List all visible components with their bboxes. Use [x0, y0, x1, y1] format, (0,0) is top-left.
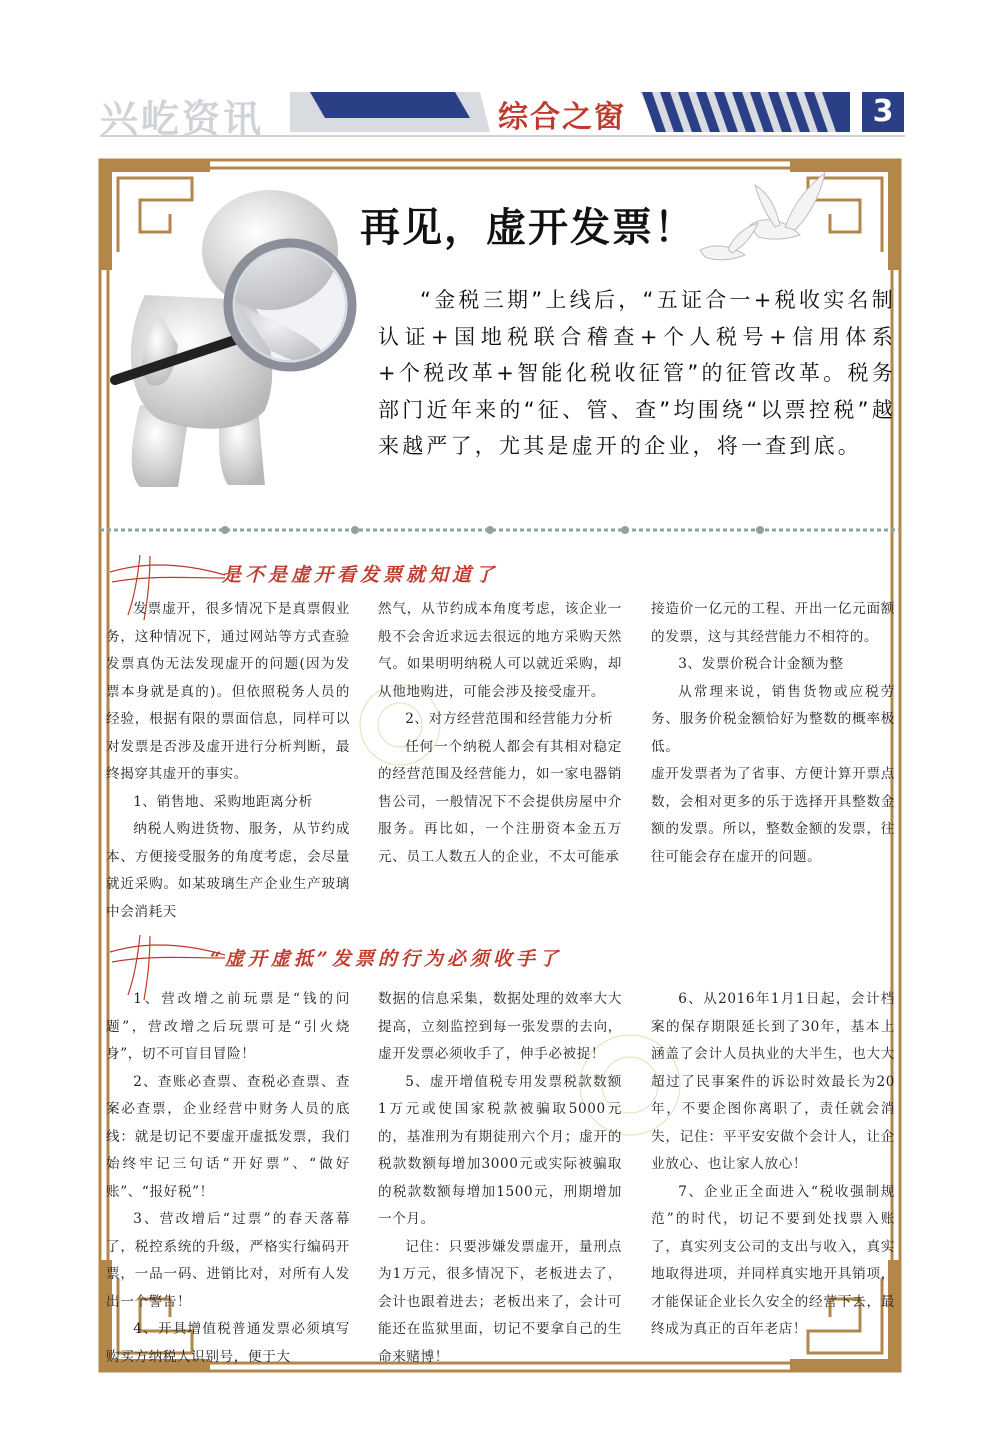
section2-col1	[106, 986, 350, 1371]
section1-col2	[378, 596, 622, 871]
paragraph: 1、营改增之前玩票是“钱的问题”，营改增之后玩票可是“引火烧身”，切不可盲目冒险！	[106, 991, 350, 1062]
section2-col3	[651, 986, 895, 1344]
paragraph: 发票虚开，很多情况下是真票假业务，这种情况下，通过网站等方式查验发票真伪无法发现虚开的问题(因为发票本身就是真的)。但依照税务人员的经验，根据有限的票面信息，同样可以对发票是否涉及虚开进行分析判断，最终揭穿其虚开的事实。	[106, 601, 350, 782]
doves-illustration	[690, 165, 840, 275]
section-title: 综合之窗	[498, 100, 626, 135]
paragraph: 然气，从节约成本角度考虑，该企业一般不会舍近求远去很远的地方采购天然气。如果明明纳税人可以就近采购，却从他地购进，可能会涉及接受虚开。	[378, 601, 622, 700]
article-title: 再见，虚开发票！	[360, 205, 696, 251]
subheading: 2、对方经营范围和经营能力分析	[405, 711, 614, 727]
magnifier-figure-illustration	[100, 185, 380, 505]
paragraph: 4、开具增值税普通发票必须填写购买方纳税人识别号，便于大	[106, 1321, 350, 1365]
paragraph: 6、从2016年1月1日起，会计档案的保存期限延长到了30年，基本上涵盖了会计人员执业的大半生，也大大超过了民事案件的诉讼时效最长为20年，不要企图你离职了，责任就会消失，记住：平平安安做个会计人，让企业放心、也让家人放心！	[651, 991, 895, 1172]
brand-title: 兴屹资讯	[100, 97, 265, 141]
paragraph: 2、查账必查票、查税必查票、查案必查票，企业经营中财务人员的底线：就是切记不要虚开虚抵发票，我们始终牢记三句话“开好票”、“做好账”、“报好税”！	[106, 1073, 350, 1200]
section2-col2	[378, 986, 622, 1371]
page-number: 3	[862, 92, 904, 132]
intro-paragraph: “金税三期”上线后，“五证合一+税收实名制认证+国地税联合稽查+个人税号+信用体系+个税改革+智能化税收征管”的征管改革。税务部门近年来的“征、管、查”均围绕“以票控税”越来越严了，尤其是虚开的企业，将一查到底。	[378, 288, 896, 458]
paragraph: 5、虚开增值税专用发票税款数额1万元或使国家税款被骗取5000元的，基准刑为有期徒刑六个月；虚开的税款数额每增加3000元或实际被骗取的税款数额每增加1500元，刑期增加一个月。	[378, 1073, 622, 1227]
section1-title: 是不是虚开看发票就知道了	[222, 564, 499, 586]
paragraph: 纳税人购进货物、服务，从节约成本、方便接受服务的角度考虑，会尽量就近采购。如某玻璃生产企业生产玻璃中会消耗天	[106, 821, 350, 920]
section1-col1	[106, 596, 350, 926]
article-intro	[378, 282, 896, 465]
dotted-divider	[100, 526, 900, 534]
subheading: 3、发票价税合计金额为整	[678, 656, 844, 672]
subheading: 1、销售地、采购地距离分析	[133, 793, 313, 810]
paragraph: 记住：只要涉嫌发票虚开，量刑点为1万元，很多情况下，老板进去了，会计也跟着进去；老板出来了，会计可能还在监狱里面，切记不要拿自己的生命来赌博！	[378, 1238, 622, 1365]
paragraph: 数据的信息采集，数据处理的效率大大提高，立刻监控到每一张发票的去向，虚开发票必须收手了，伸手必被捉！	[378, 991, 622, 1062]
paragraph: 7、企业正全面进入“税收强制规范”的时代，切记不要到处找票入账了，真实列支公司的支出与收入，真实地取得进项，并同样真实地开具销项，才能保证企业长久安全的经营下去，最终成为真正的百年老店！	[651, 1183, 895, 1337]
section1-col3	[651, 596, 895, 871]
paragraph: 3、营改增后“过票”的春天落幕了，税控系统的升级，严格实行编码开票，一品一码、进销比对，对所有人发出一个警告！	[106, 1211, 350, 1310]
paragraph: 接造价一亿元的工程、开出一亿元面额的发票，这与其经营能力不相符的。	[651, 601, 895, 645]
section2-title: “虚开虚抵”发票的行为必须收手了	[210, 948, 562, 970]
paragraph: 从常理来说，销售货物或应税劳务、服务价税金额恰好为整数的概率极低。	[651, 683, 895, 755]
paragraph: 任何一个纳税人都会有其相对稳定的经营范围及经营能力，如一家电器销售公司，一般情况下不会提供房屋中介服务。再比如，一个注册资本金五万元、员工人数五人的企业，不太可能承	[378, 738, 622, 865]
paragraph: 虚开发票者为了省事、方便计算开票点数，会相对更多的乐于选择开具整数金额的发票。所以，整数金额的发票，往往可能会存在虚开的问题。	[651, 766, 895, 865]
